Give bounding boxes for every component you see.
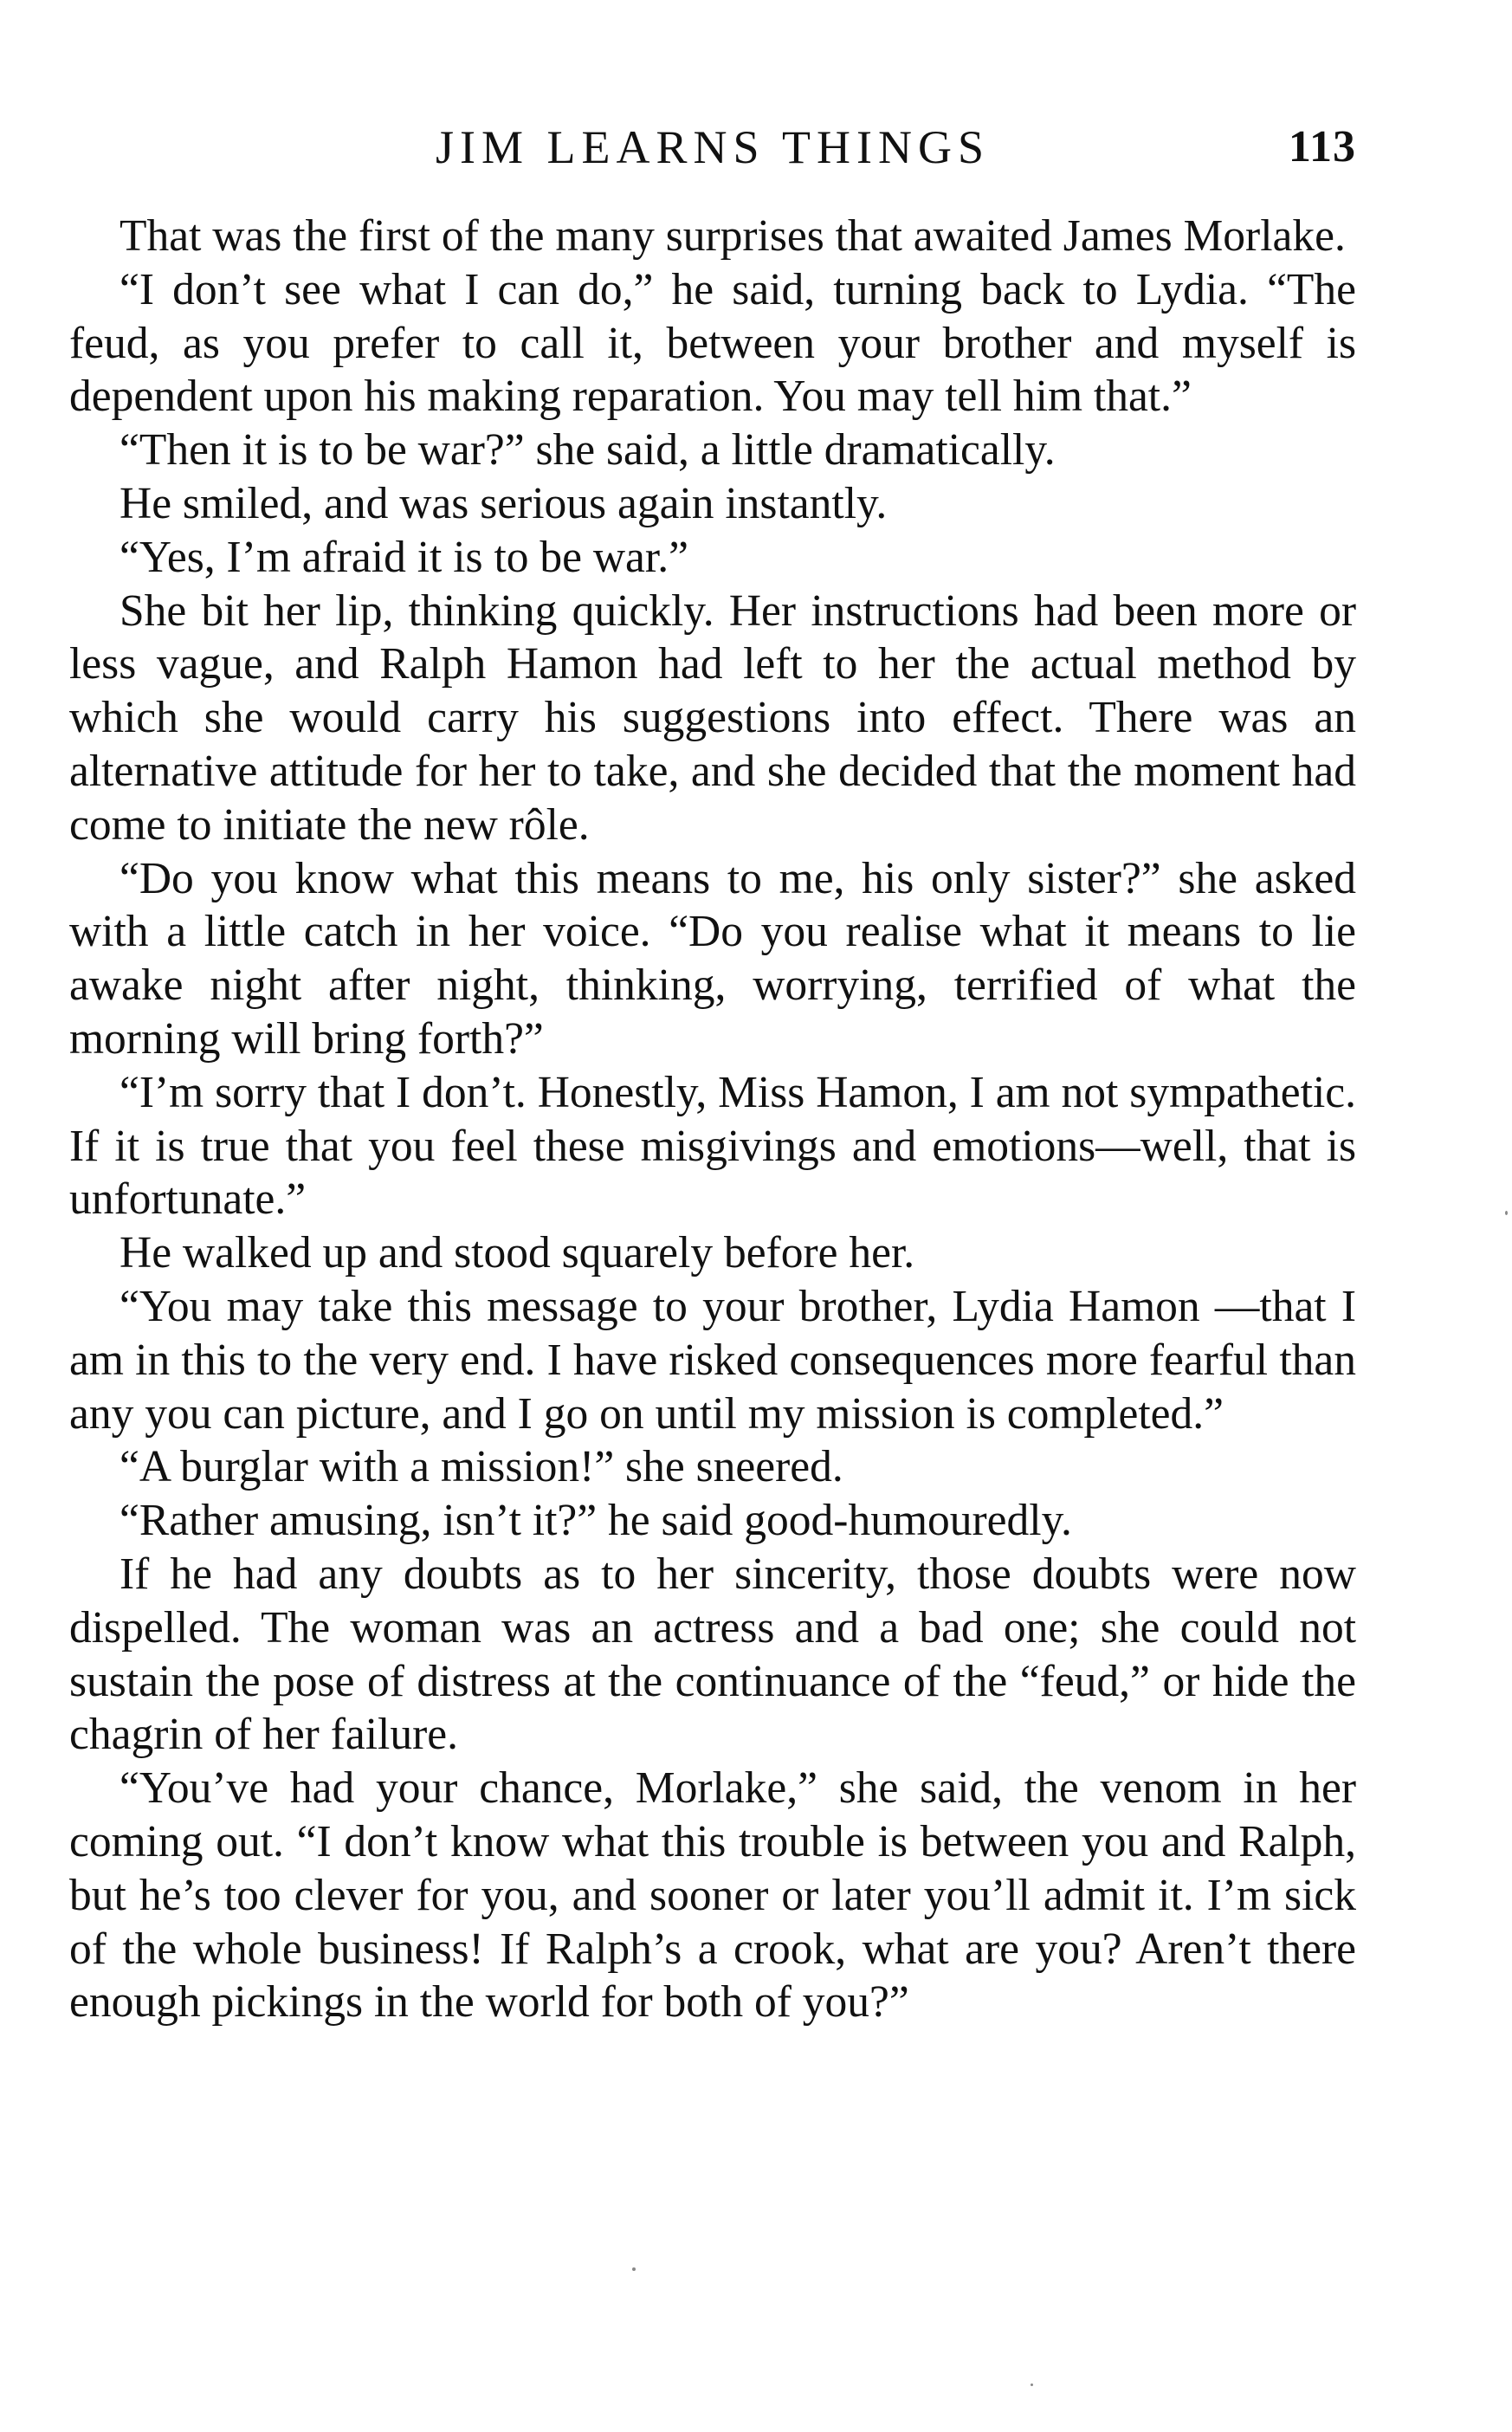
paragraph: If he had any doubts as to her sincerity, those doubts were now dispelled. The woman was an actress and a bad one; she could not sustain the pose of distress at the continuance of the “feud,” or hide the chagrin of her failure. (69, 1549, 1356, 1760)
paragraph: “You’ve had your chance, Morlake,” she said, the venom in her coming out. “I don’t know what this trouble is between you and Ralph, but he’s too clever for you, and sooner or later you’ll admit it. I’m sick of the whole business! If Ralph’s a crook, what are you? Aren’t there enough pickings in the world for both of you?” (69, 1763, 1356, 2028)
paragraph: “I don’t see what I can do,” he said, turning back to Lydia. “The feud, as you prefer to call it, between your brother and myself is dependent upon his making reparation. You may tell him that.” (69, 264, 1356, 422)
running-title: JIM LEARNS THINGS (435, 121, 991, 173)
paragraph: He smiled, and was serious again instantly. (120, 478, 888, 528)
paragraph: “Do you know what this means to me, his only sister?” she asked with a little catch in her voice. “Do you realise what it means to lie awake night after night, thinking, worrying, terrified of what the morning will bring forth?” (69, 853, 1356, 1064)
paragraph: “Then it is to be war?” she said, a little dramatically. (120, 425, 1056, 475)
paragraph: He walked up and stood squarely before her. (120, 1228, 915, 1278)
paragraph: That was the first of the many surprises that awaited James Morlake. (120, 211, 1346, 261)
paragraph: “You may take this message to your brother, Lydia Hamon —that I am in this to the very end. I have risked consequences more fearful than any you can picture, and I go on until my mission is completed.” (69, 1281, 1356, 1439)
scan-speck (1031, 2383, 1033, 2386)
paragraph: “Yes, I’m afraid it is to be war.” (120, 532, 688, 582)
paragraph: She bit her lip, thinking quickly. Her instructions had been more or less vague, and Ralph Hamon had left to her the actual method by which she would carry his suggestions into effect. There was an alternative attitude for her to take, and she decided that the moment had come to initiate the new rôle. (69, 585, 1356, 850)
page-number: 113 (1288, 122, 1356, 171)
scan-speck (1505, 1211, 1508, 1215)
paragraph: “Rather amusing, isn’t it?” he said good-humouredly. (120, 1496, 1072, 1546)
running-head (69, 121, 1356, 173)
body-text (69, 210, 1356, 2029)
scan-speck (632, 2267, 636, 2271)
paragraph: “A burglar with a mission!” she sneered. (120, 1442, 843, 1492)
paragraph: “I’m sorry that I don’t. Honestly, Miss Hamon, I am not sympathetic. If it is true that you feel these misgivings and emotions—well, that is unfortunate.” (69, 1067, 1356, 1225)
